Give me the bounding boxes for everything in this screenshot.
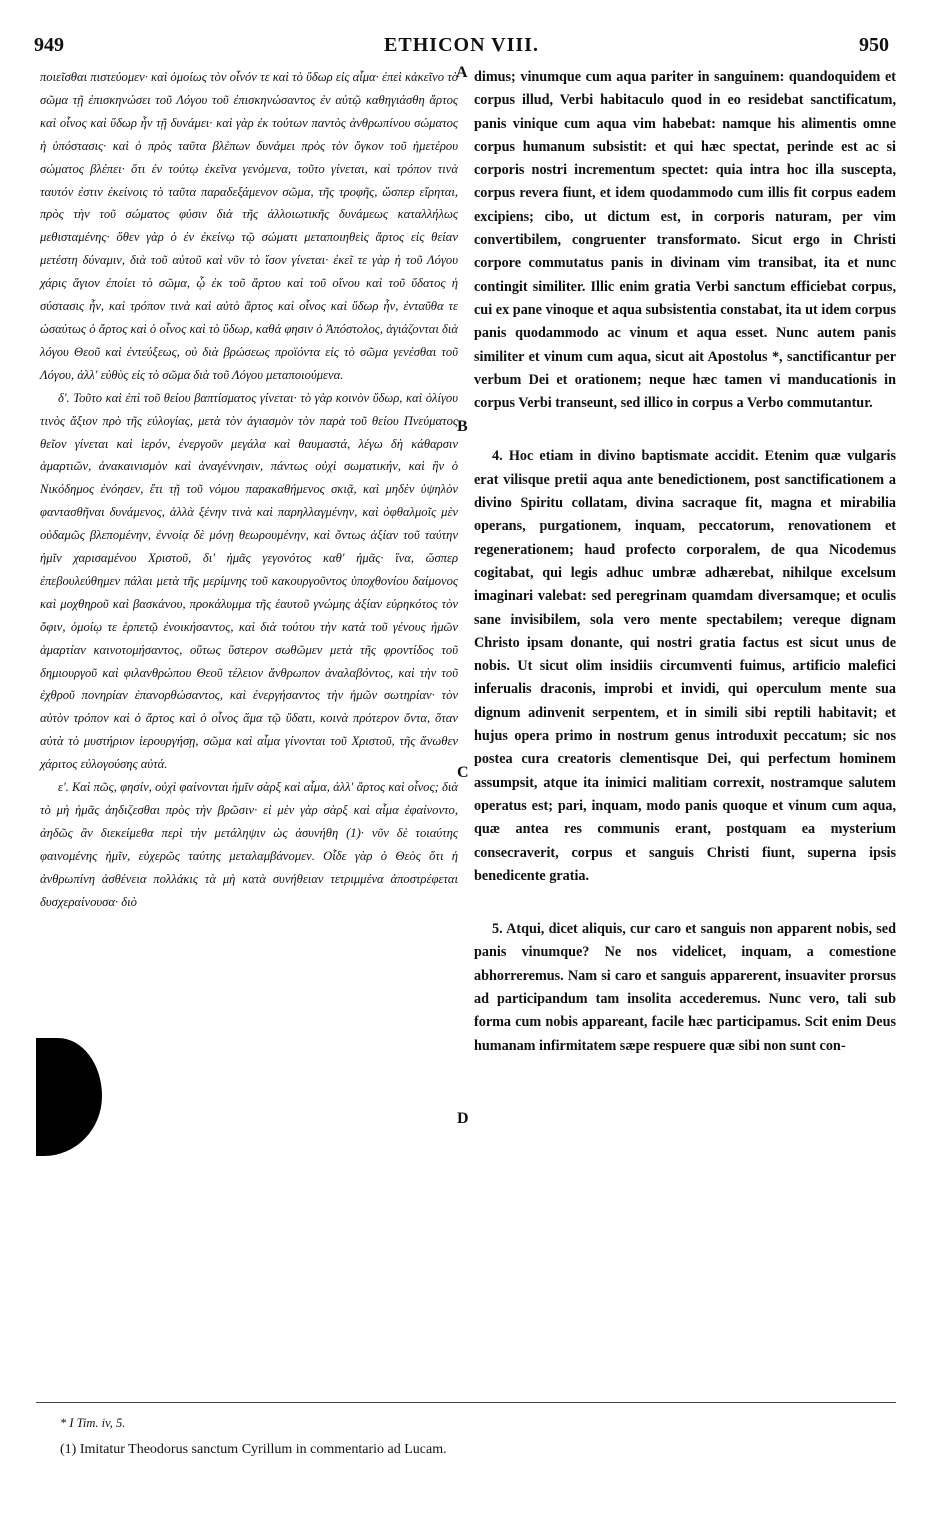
latin-column	[474, 66, 896, 1058]
greek-column	[40, 66, 458, 914]
running-header	[34, 34, 889, 64]
running-title: ETHICON VIII.	[384, 34, 539, 56]
right-page-number: 950	[859, 34, 889, 56]
ink-blot-damage	[36, 1038, 102, 1156]
latin-paragraph: dimus; vinumque cum aqua pariter in sanguinem: quandoquidem et corpus illud, Verbi habitaculo quod in eo residebat sanctificatum, panis vinique cum aqua vim habebat: namque his alimentis omne corpus humanum subsistit: et qui hæc spectat, perinde est ac si corporis nostri incrementum spectet: quia intra hoc illa suscepta, corpus revera fiunt, et idem quodammodo cum illis fit corpus eadem excipiens; cibo, ut dictum est, in corporis naturam, per vim convertibilem, congruenter transformato. Sicut ergo in Christi corpore commutatus panis in divinam vim transibat, ita et nunc contingit similiter. Illic enim gratia Verbi sanctum efficiebat corpus, cui ex pane vinoque et aqua subsistentia constabat, ita ut idem corpus panis quodammodo ac vinum et aqua esset. Nunc autem panis similiter et vinum cum aqua, sicut ait Apostolus *, sanctificantur per verbum Dei et orationem; neque hæc tamen vi manducationis in corpus Verbi transeunt, sed illico in corpus a Verbo commutantur.	[474, 69, 896, 412]
margin-letter-c: C	[457, 764, 469, 781]
greek-paragraph: δ'. Τοῦτο καὶ ἐπὶ τοῦ θείου βαπτίσματος γίνεται· τὸ γὰρ κοινὸν ὕδωρ, καὶ ὀλίγου τινὸς ἄξιον πρὸ τῆς εὐλογίας, μετὰ τὸν ἁγιασμὸν τὸν παρὰ τοῦ θείου Πνεύματος θεῖον γίνεται καὶ ἱερόν, ἐνεργοῦν μεγάλα καὶ θαυμαστά, λέγω δὴ κάθαρσιν ἁμαρτιῶν, ἀνακαινισμὸν καὶ ἀναγέννησιν, πάντως οὐχὶ σωματικήν, καὶ ἣν ὁ Νικόδημος ἐνόησεν, ἔτι τῇ τοῦ νόμου παρακαθήμενος σκιᾷ, καὶ μηδὲν ὑψηλὸν φαντασθῆναι δυνάμενος, ἀλλὰ ξένην τινὰ καὶ παρηλλαγμένην, καὶ ὀφθαλμοῖς μὲν οὐδαμῶς βλεπομένην, ἐννοίᾳ δὲ μόνῃ θεωρουμένην, καὶ ὄντως ἀξίαν τοῦ ταύτην ἡμῖν χαρισαμένου Χριστοῦ, δι' ἡμᾶς γεγονότος καθ' ἡμᾶς· ἵνα, ὥσπερ ἐπεβουλεύθημεν πάλαι μετὰ τῆς μερίμνης τοῦ κακουργοῦντος ὑποχθονίου δαίμονος καὶ μοχθηροῦ καὶ βασκάνου, προκάλυμμα τῆς ἑαυτοῦ γνώμης ἀξίαν εὑρηκότος τὸν ὄφιν, ὁμοίῳ τε ἑρπετῷ ἐνοικήσαντος, καὶ διὰ τούτου τὴν κατὰ τοῦ γένους ἡμῶν ἁμαρτίαν καινοτομήσαντος, οὕτως ὕστερον σωθῶμεν μετὰ τῆς φροντίδος τοῦ δημιουργοῦ καὶ φιλανθρώπου Θεοῦ τέλειον ἄνθρωπον ἀναλαβόντος, καὶ τὴν τοῦ ἐχθροῦ πονηρίαν ἐπανορθώσαντος, καὶ ἐνεργήσαντος τὴν ἡμῶν σωτηρίαν· τὸν αὐτὸν τρόπον καὶ ὁ ἄρτος καὶ ὁ οἶνος ἅμα τῷ ὕδατι, κοινὰ πρότερον ὄντα, ὅταν αὐτὰ τὸ μυστήριον ἱερουργήσῃ, σῶμα καὶ αἷμα γίνονται τοῦ Χριστοῦ, τῆς ἄνωθεν χάριτος εὐλογούσης αὐτά.	[40, 390, 458, 772]
footnotes	[60, 1412, 910, 1462]
margin-letter-a: A	[456, 64, 468, 81]
section-gap	[474, 888, 896, 918]
left-page-number: 949	[34, 34, 64, 56]
section-gap	[474, 415, 896, 445]
margin-letter-d: D	[457, 1110, 469, 1127]
greek-paragraph: ποιεῖσθαι πιστεύομεν· καὶ ὁμοίως τὸν οἶνόν τε καὶ τὸ ὕδωρ εἰς αἷμα· ἐπεὶ κἀκεῖνο τὸ σῶμα τῇ ἐπισκηνώσει τοῦ Λόγου τοῦ ἐπισκηνώσαντος ἐν αὐτῷ καθηγιάσθη ἄρτος καὶ οἶνος καὶ ὕδωρ ἦν τῇ δυνάμει· καὶ γὰρ ἐκ τούτων παντὸς ἀνθρωπίνου σώματος ἡ ὑπόστασις· καὶ ὁ πρὸς ταῦτα βλέπων δυνάμει πρὸς τὸν ὄγκον τοῦ ἡμετέρου σώματος βλέπει· ὅτι ἐν τούτῳ ἐκεῖνα γενόμενα, τοῦτο γίνεται, καὶ τρόπον τινὰ ταυτόν ἐστιν ἐκείνοις τὸ ταῦτα παραδεξάμενον σῶμα, τῆς τροφῆς, ὥσπερ εἴρηται, πρὸς τὴν τοῦ σώματος φύσιν διὰ τῆς ἀλλοιωτικῆς δυνάμεως καταλλήλως μεθισταμένης· ὅθεν γὰρ ὁ ἐν ἐκείνῳ τῷ σώματι μεταποιηθεὶς ἄρτος εἰς θείαν μετέστη δύναμιν, διὰ τοῦ αὐτοῦ καὶ νῦν τὸ ἴσον γίνεται· ἐκεῖ τε γὰρ ἡ τοῦ Λόγου χάρις ἅγιον ἐποίει τὸ σῶμα, ᾧ ἐκ τοῦ ἄρτου καὶ τοῦ οἴνου καὶ τοῦ ὕδατος ἡ σύστασις ἦν, καὶ τρόπον τινὰ καὶ αὐτὸ ἄρτος καὶ οἶνος καὶ ὕδωρ ἦν, ἐνταῦθα τε ὡσαύτως ὁ ἄρτος καὶ ὁ οἶνος καὶ τὸ ὕδωρ, καθά φησιν ὁ Ἀπόστολος, ἁγιάζονται διὰ λόγου Θεοῦ καὶ ἐντεύξεως, οὐ διὰ βρώσεως προϊόντα εἰς τὸ σῶμα γενέσθαι τοῦ Λόγου, ἀλλ' εὐθὺς εἰς τὸ σῶμα διὰ τοῦ Λόγου μεταποιούμενα.	[40, 70, 458, 382]
latin-paragraph: 4. Hoc etiam in divino baptismate accidit. Etenim quæ vulgaris erat vilisque pretii aqua ante benedictionem, post sanctificationem a divino Spiritu collatam, divina sacraque fit, magna et mirabilia operans, purgationem, inquam, peccatorum, renovationem et regenerationem; haud profecto corporalem, de qua Nicodemus cogitabat, qui legis adhuc umbræ adhærebat, nihilque excelsum imaginari valebat: sed peregrinam quamdam diversamque; et oculis sane invisibilem, sola vero mente spectabilem; vereque dignam Christo ipsam donante, qui nostri gratia factus est sicut unus de nobis. Ut sicut olim insidiis circumventi fuimus, artificio malefici inferualis draconis, improbi et invidi, qui operculum mente sua dignum adinvenit serpentem, et in simili sibi reptili habitavit; et hujus opera primo in nostrum genus introduxit peccatum; sic nos postea cura creatoris clementisque Dei, qui perfectum hominem assumpsit, atque ita inimici malitiam correxit, nostramque salutem operatus est; pari, inquam, modo panis quoque et vinum cum aqua, quæ antea res communis erant, postquam ea mysterium consecraverit, corpus et sanguis Christi fiunt, superna ipsis benedicente gratia.	[474, 448, 896, 884]
numbered-footnote: (1) Imitatur Theodorus sanctum Cyrillum in commentario ad Lucam.	[60, 1442, 447, 1457]
latin-paragraph: 5. Atqui, dicet aliquis, cur caro et sanguis non apparent nobis, sed panis vinumque? Ne nos videlicet, inquam, a comestione abhorreremus. Nam si caro et sanguis apparerent, insuaviter prorsus ad participandum tam insolita accederemus. Nunc vero, tali sub forma cum nobis appareant, facile hæc participamus. Scit enim Deus humanam infirmitatem sæpe respuere quæ sibi non sunt con-	[474, 921, 896, 1054]
margin-letter-b: B	[457, 418, 468, 435]
greek-paragraph: ε'. Καὶ πῶς, φησίν, οὐχὶ φαίνονται ἡμῖν σὰρξ καὶ αἷμα, ἀλλ' ἄρτος καὶ οἶνος; διὰ τὸ μὴ ἡμᾶς ἀηδιζεσθαι πρὸς τὴν βρῶσιν· εἰ μὲν γὰρ σὰρξ καὶ αἷμα ἐφαίνοντο, ἀηδῶς ἂν διεκείμεθα περὶ τὴν μετάληψιν ὡς ἀσυνήθη (1)· νῦν δὲ τοιαύτης φαινομένης ἡμῖν, εὐχερῶς ταύτης μεταλαμβάνομεν. Οἶδε γὰρ ὁ Θεὸς ὅτι ἡ ἀνθρωπίνη ἀσθένεια πολλάκις τὰ μὴ κατὰ συνήθειαν τετριμμένα ἀποστρέφεται δυσχεραίνουσα· διὸ	[40, 780, 458, 909]
scripture-footnote: * I Tim. iv, 5.	[60, 1416, 126, 1430]
footnote-rule	[36, 1402, 896, 1403]
